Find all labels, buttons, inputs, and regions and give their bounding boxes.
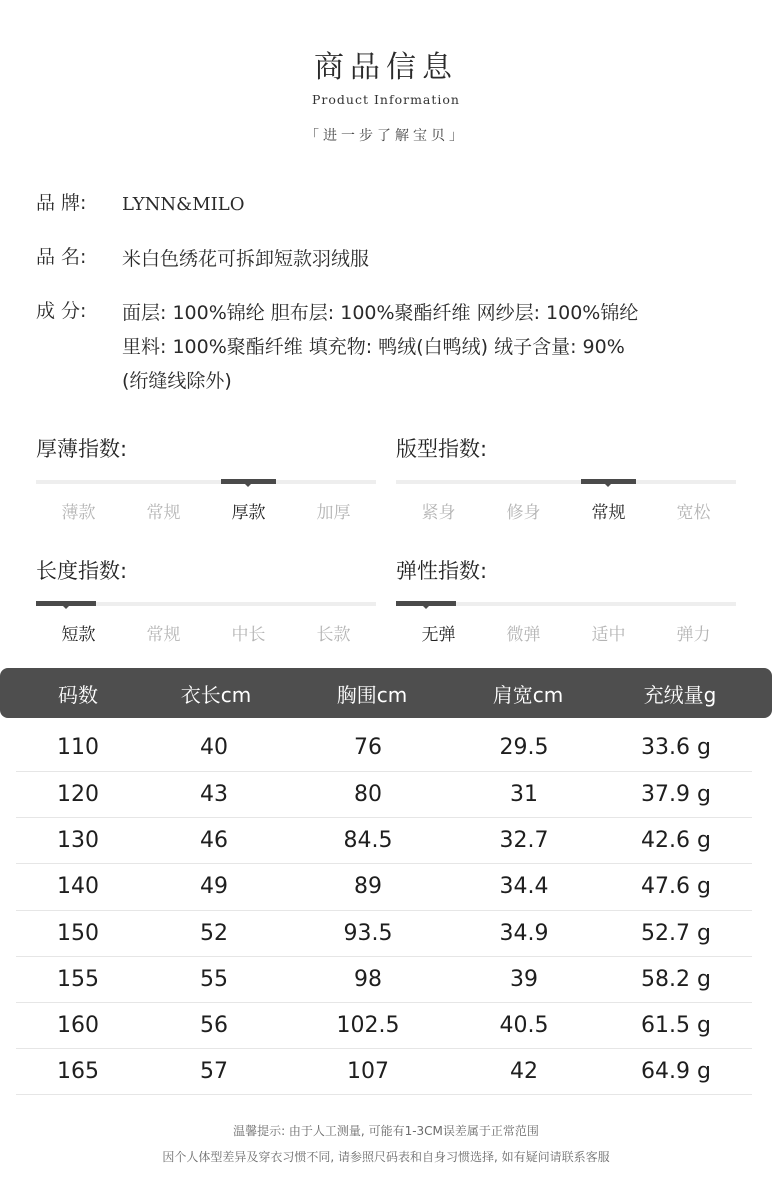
page-title: 商品信息 [314,50,458,85]
size-table [0,668,772,1095]
index-option: 短款 [61,625,96,645]
index-option: 无弹 [421,625,456,645]
index-track [36,602,376,606]
table-cell: 39 [510,966,538,992]
table-cell: 93.5 [343,920,393,946]
table-cell: 46 [200,828,228,854]
thickness-index [36,434,376,523]
index-marker [36,601,96,606]
table-cell: 110 [57,735,99,760]
index-option: 宽松 [676,503,711,523]
header-cell-shoulder: 肩宽cm [492,682,564,707]
table-cell: 31 [510,782,538,808]
index-options [396,620,736,645]
table-cell: 37.9 g [641,782,711,808]
footer-notes [0,1118,772,1170]
table-row [16,1003,752,1049]
page-tagline: 「进一步了解宝贝」 [305,128,467,144]
table-cell: 80 [354,782,382,808]
table-cell: 42.6 g [641,828,711,854]
table-cell: 107 [347,1059,389,1085]
table-cell: 160 [57,1013,99,1039]
index-track [36,480,376,484]
table-row [16,818,752,864]
size-table-body [16,718,752,1095]
table-row [16,911,752,957]
table-cell: 55 [200,966,228,992]
name-label: 品 名: [36,246,87,268]
table-cell: 34.9 [499,920,549,946]
index-option: 弹力 [676,625,711,645]
index-options [36,498,376,523]
table-cell: 42 [510,1059,538,1085]
length-index [36,556,376,645]
index-option: 常规 [591,503,626,523]
table-cell: 57 [200,1059,228,1085]
index-option: 修身 [506,503,541,523]
table-row [16,772,752,818]
header-cell-size: 码数 [58,682,98,707]
composition-value [122,296,638,398]
fit-index [396,434,736,523]
index-title: 弹性指数: [396,559,488,583]
table-cell: 52.7 g [641,920,711,946]
index-option: 加厚 [316,503,351,523]
table-cell: 56 [200,1013,228,1039]
table-cell: 33.6 g [641,735,711,760]
table-cell: 40 [200,735,228,760]
table-cell: 64.9 g [641,1059,711,1085]
table-cell: 47.6 g [641,874,711,900]
name-value: 米白色绣花可拆卸短款羽绒服 [122,248,370,270]
info-row-name [36,242,736,276]
elasticity-index [396,556,736,645]
index-option: 微弹 [506,625,541,645]
table-cell: 130 [57,828,99,854]
brand-label: 品 牌: [36,192,87,214]
table-cell: 61.5 g [641,1013,711,1039]
index-title: 版型指数: [396,437,488,461]
table-cell: 76 [354,735,382,760]
index-marker [221,479,275,484]
table-cell: 89 [354,874,382,900]
header-cell-chest: 胸围cm [336,682,408,707]
index-option: 中长 [231,625,266,645]
brand-value: LYNN&MILO [122,194,245,215]
index-option: 紧身 [421,503,456,523]
table-row [16,864,752,910]
table-row [16,957,752,1003]
table-cell: 40.5 [499,1013,549,1039]
header-cell-fill: 充绒量g [643,682,717,707]
size-table-header [0,668,772,718]
index-title: 长度指数: [36,559,128,583]
table-cell: 84.5 [343,828,393,854]
index-options [396,498,736,523]
index-option: 常规 [146,625,181,645]
index-title: 厚薄指数: [36,437,128,461]
table-cell: 155 [57,966,99,992]
composition-line: (绗缝线除外) [122,370,232,392]
composition-line: 面层: 100%锦纶 胆布层: 100%聚酯纤维 网纱层: 100%锦纶 [122,302,639,324]
note-line: 温馨提示: 由于人工测量, 可能有1-3CM误差属于正常范围 [233,1124,539,1138]
table-cell: 140 [57,874,99,900]
table-cell: 150 [57,920,99,946]
table-cell: 34.4 [499,874,549,900]
index-track [396,480,736,484]
table-cell: 120 [57,782,99,808]
info-row-composition [36,296,736,398]
index-marker [396,601,456,606]
index-options [36,620,376,645]
index-track [396,602,736,606]
table-row [16,718,752,772]
index-option: 厚款 [231,503,266,523]
table-cell: 58.2 g [641,966,711,992]
table-cell: 29.5 [499,735,549,760]
info-row-brand [36,188,736,222]
table-cell: 32.7 [499,828,549,854]
composition-line: 里料: 100%聚酯纤维 填充物: 鸭绒(白鸭绒) 绒子含量: 90% [122,336,625,358]
table-cell: 43 [200,782,228,808]
table-cell: 102.5 [336,1013,400,1039]
composition-label: 成 分: [36,300,87,322]
table-cell: 52 [200,920,228,946]
table-cell: 98 [354,966,382,992]
note-line: 因个人体型差异及穿衣习惯不同, 请参照尺码表和自身习惯选择, 如有疑问请联系客服 [162,1150,610,1164]
index-option: 长款 [316,625,351,645]
index-option: 常规 [146,503,181,523]
table-cell: 49 [200,874,228,900]
table-row [16,1049,752,1095]
page-subtitle: Product Information [312,92,460,107]
header-cell-length: 衣长cm [180,682,252,707]
page-header [0,42,772,145]
index-option: 薄款 [61,503,96,523]
table-cell: 165 [57,1059,99,1085]
index-option: 适中 [591,625,626,645]
index-marker [581,479,635,484]
